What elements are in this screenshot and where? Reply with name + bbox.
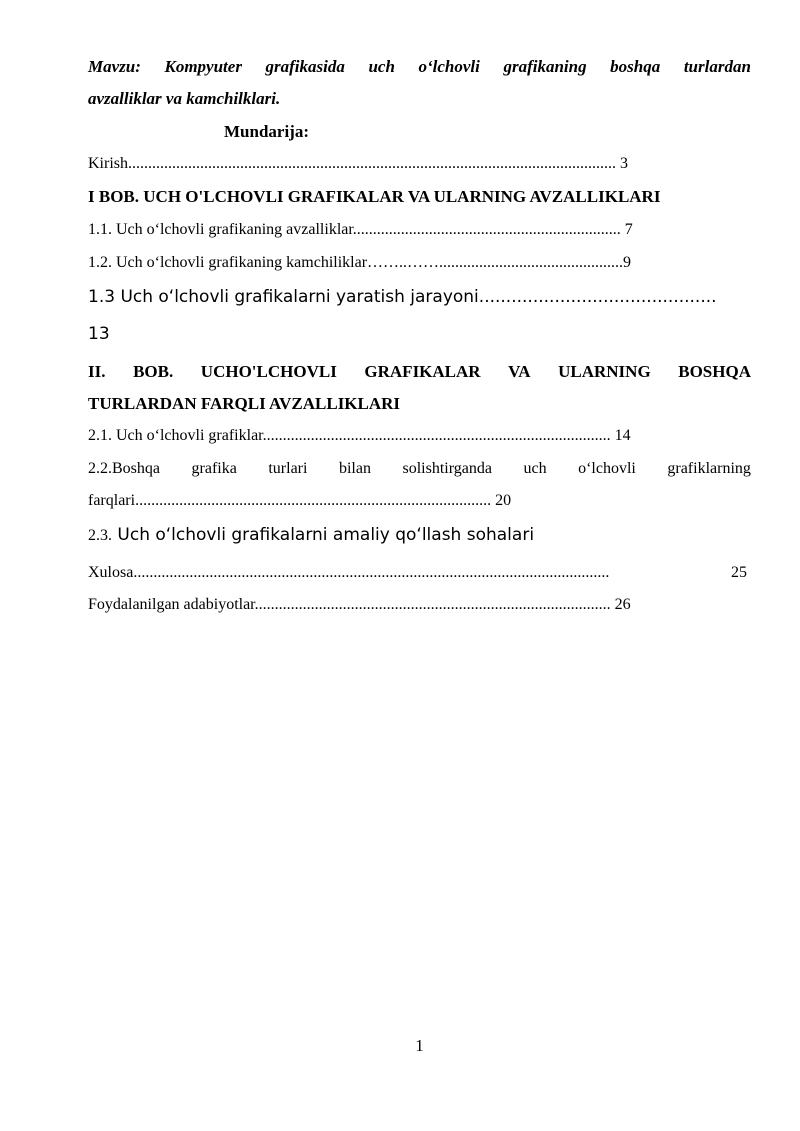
document-page — [88, 0, 751, 1131]
topic-word: Mavzu: — [88, 57, 141, 76]
toc-word: solishtirganda — [402, 460, 492, 477]
toc-entry-conclusion-page: 25 — [731, 564, 747, 581]
topic-word: boshqa — [610, 57, 661, 76]
toc-entry-1-3-page: 13 — [88, 324, 110, 344]
topic-word: Kompyuter — [164, 57, 242, 76]
toc-word: uch — [523, 460, 547, 477]
chapter-word: II. — [88, 362, 106, 381]
toc-word: bilan — [338, 460, 371, 477]
toc-entry-2-1: 2.1. Uch oʻlchovli grafiklar....................................................................................... 14 — [88, 427, 631, 444]
page-number: 1 — [415, 1036, 424, 1055]
topic-word: grafikasida — [265, 57, 345, 76]
toc-entry-references: Foydalanilgan adabiyotlar......................................................................................... 26 — [88, 596, 631, 613]
toc-word: 2.2.Boshqa — [88, 460, 160, 477]
toc-word: oʻlchovli — [578, 460, 636, 477]
toc-word: grafiklarning — [667, 460, 751, 477]
toc-entry-1-2: 1.2. Uch oʻlchovli grafikaning kamchiliklar……..……..............................................9 — [88, 254, 632, 271]
toc-entry-2-3-number: 2.3. — [88, 527, 112, 544]
toc-entry-2-2-line-2: farqlari......................................................................................... 20 — [88, 492, 512, 509]
topic-line-2: avzalliklar va kamchilklari. — [88, 89, 281, 108]
toc-entry-1-3: 1.3 Uch oʻlchovli grafikalarni yaratish jarayoni............................................ — [88, 287, 717, 307]
topic-line-1 — [88, 57, 751, 77]
topic-word: turlardan — [683, 57, 751, 76]
topic-word: oʻlchovli — [418, 57, 480, 76]
chapter-word: GRAFIKALAR — [364, 362, 481, 381]
chapter-word: UCHO'LCHOVLI — [200, 362, 337, 381]
toc-entry-conclusion: Xulosa....................................................................................................................... — [88, 564, 610, 581]
toc-word: grafika — [191, 460, 237, 477]
toc-entry-2-2-line-1 — [88, 460, 751, 478]
toc-entry-1-1: 1.1. Uch oʻlchovli grafikaning avzalliklar................................................................... 7 — [88, 221, 633, 238]
chapter-word: ULARNING — [558, 362, 651, 381]
contents-title: Mundarija: — [224, 122, 309, 141]
toc-entry-2-3 — [88, 525, 534, 545]
chapter-word: BOSHQA — [678, 362, 751, 381]
chapter-word: BOB. — [133, 362, 174, 381]
toc-chapter-2-line-2: TURLARDAN FARQLI AVZALLIKLARI — [88, 394, 401, 413]
chapter-word: VA — [508, 362, 531, 381]
toc-word: turlari — [268, 460, 308, 477]
toc-entry-intro: Kirish.......................................................................................................................... 3 — [88, 155, 628, 172]
toc-chapter-2-line-1 — [88, 362, 751, 382]
topic-word: grafikaning — [503, 57, 587, 76]
toc-entry-2-3-text: Uch oʻlchovli grafikalarni amaliy qoʻllash sohalari — [112, 525, 535, 545]
topic-word: uch — [368, 57, 395, 76]
toc-chapter-1: I BOB. UCH O'LCHOVLI GRAFIKALAR VA ULARNING AVZALLIKLARI — [88, 187, 661, 206]
